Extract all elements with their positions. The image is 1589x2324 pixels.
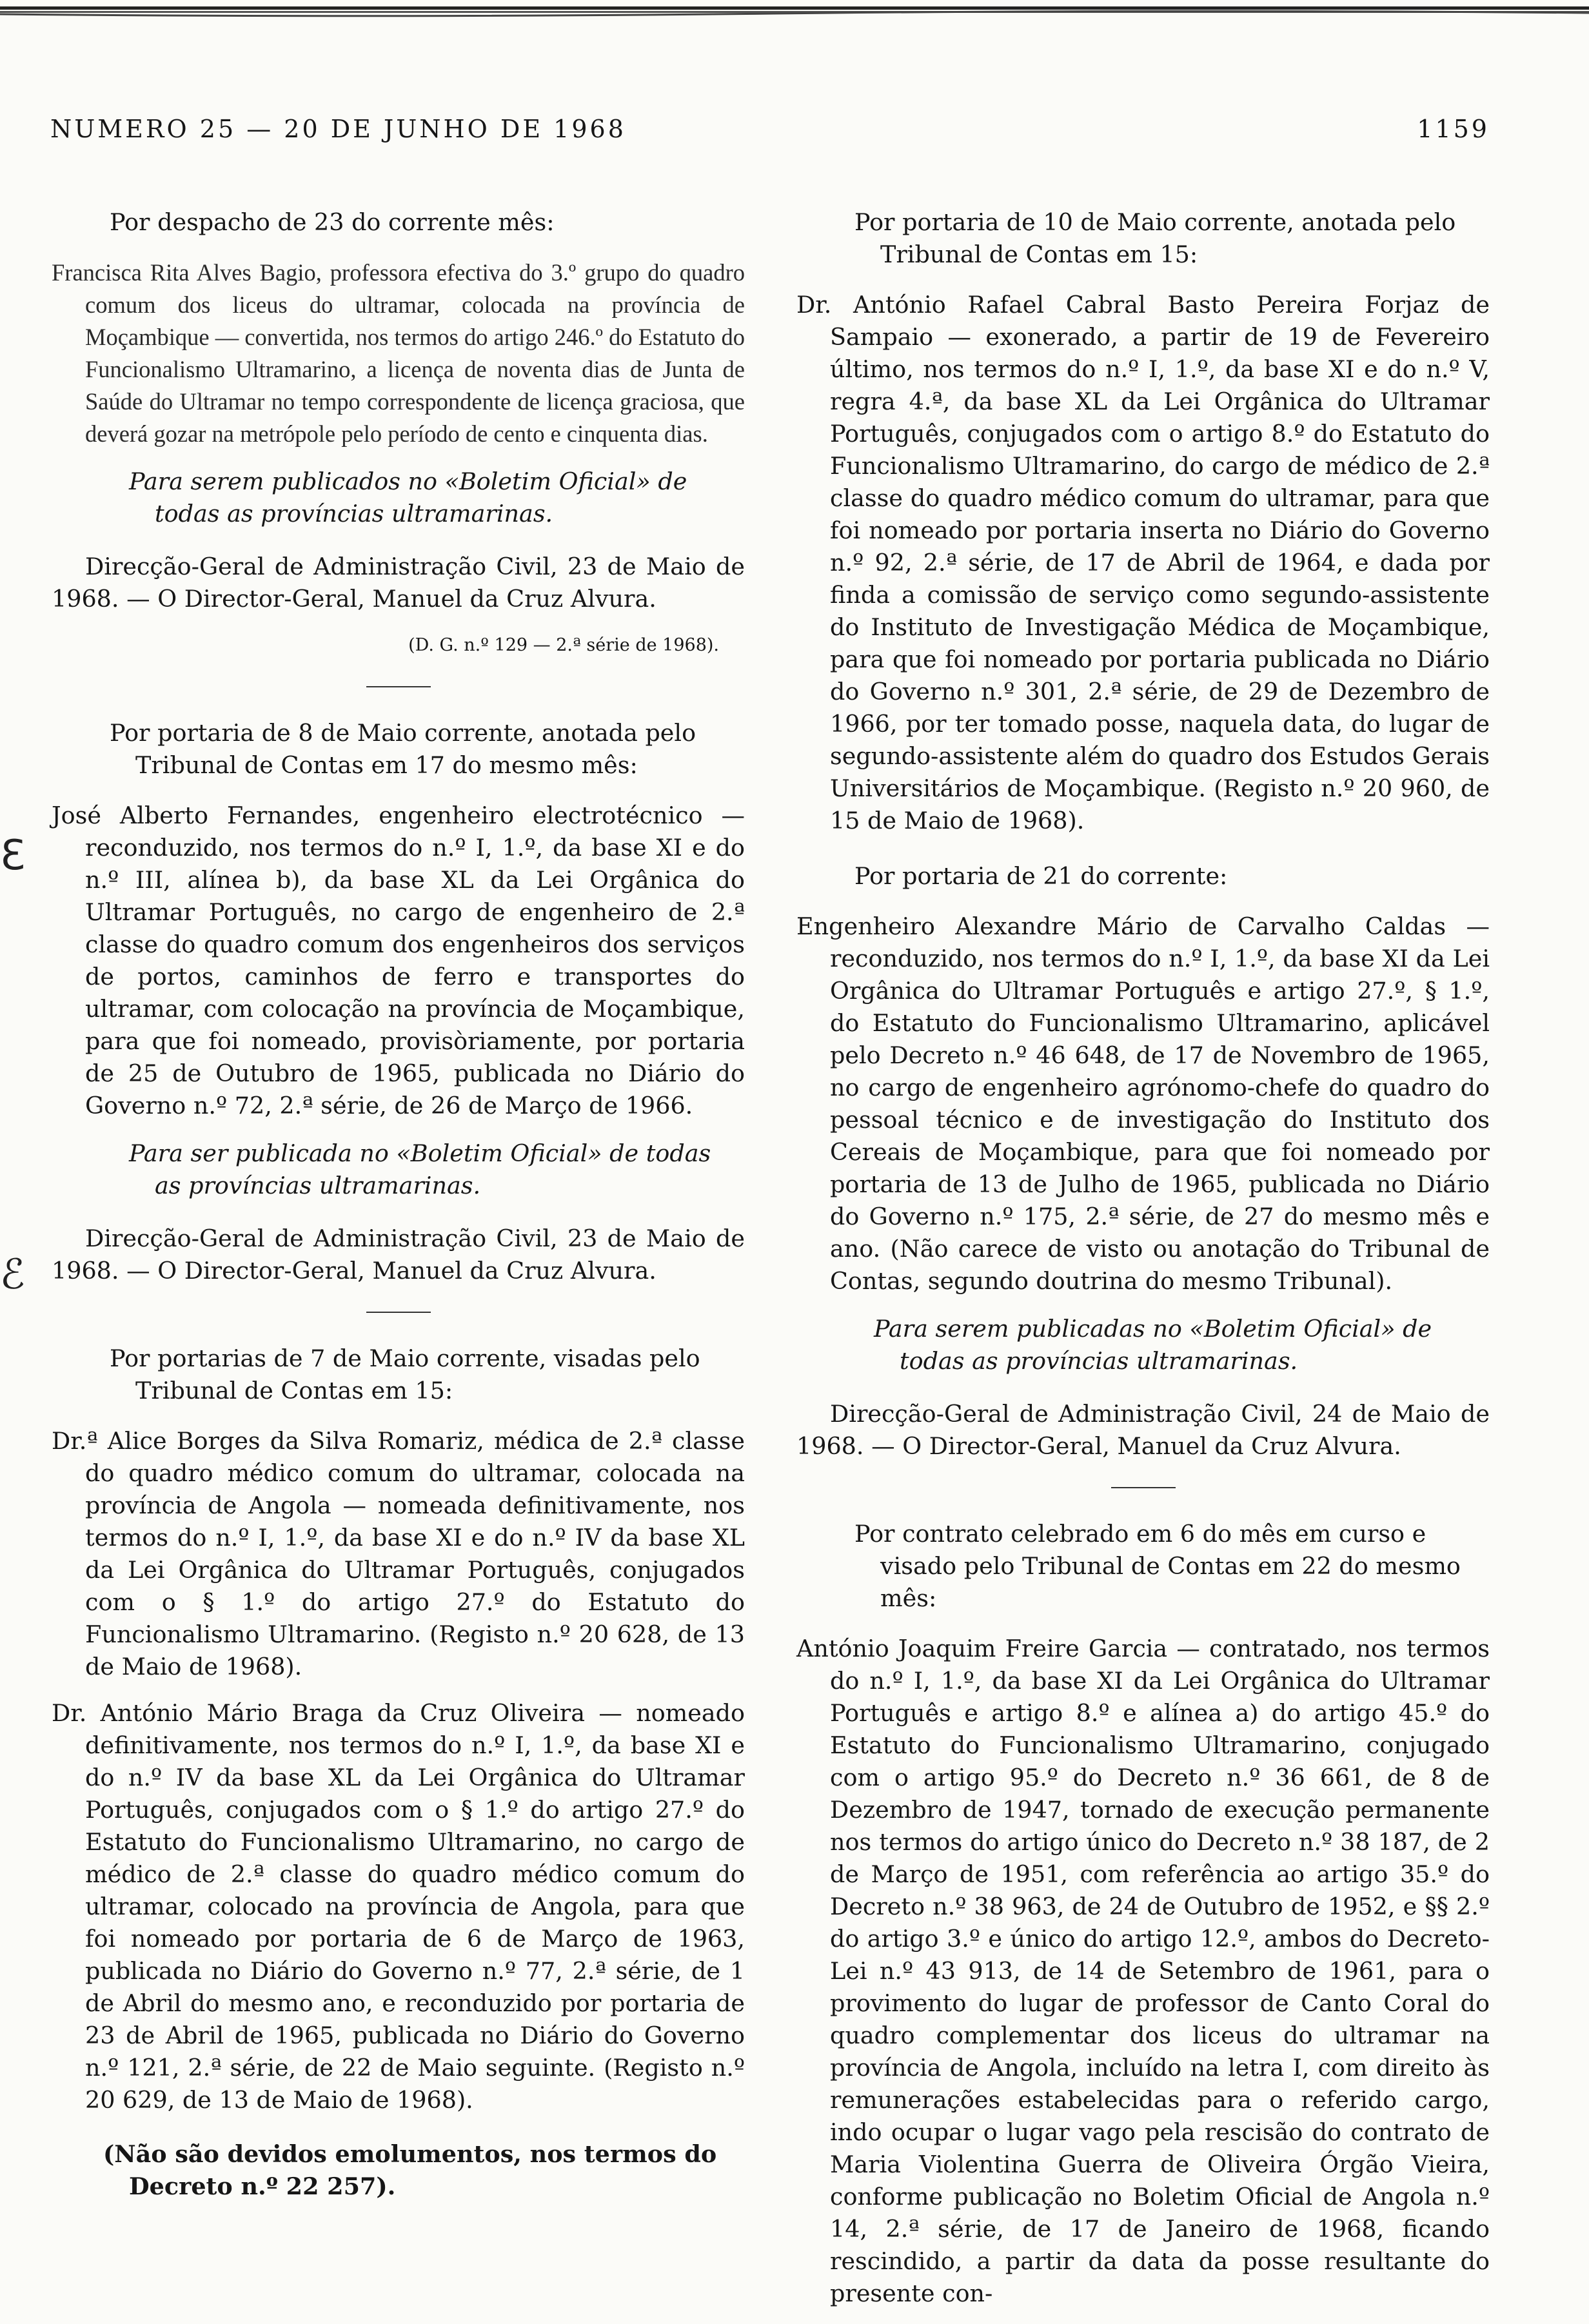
appointment-entry: Dr. António Rafael Cabral Basto Pereira Forjaz de Sampaio — exonerado, a partir de 19 de Fevereiro último, nos termos do n.º I, 1.º, da base XI e do n.º V, regra 4.ª, da base XL da Lei Orgânica do Ultramar Português, conjugados com o artigo 8.º do Estatuto do Funcionalismo Ultramarino, do cargo de médico de 2.ª classe do quadro médico comum do ultramar, para que foi nomeado por portaria inserta no Diário do Governo n.º 92, 2.ª série, de 17 de Abril de 1964, e dada por finda a comissão de serviço como segundo-assistente do Instituto de Investigação Médica de Moçambique, para que foi nomeado por portaria publicada no Diário do Governo n.º 301, 2.ª série, de 29 de Dezembro de 1966, por ter tomado posse, naquela data, do lugar de segundo-assistente além do quadro dos Estudos Gerais Universitários de Moçambique. (Registo n.º 20 960, de 15 de Maio de 1968). <box>796 291 1490 834</box>
portaria-intro: Por portaria de 10 de Maio corrente, anotada pelo Tribunal de Contas em 15: <box>854 208 1456 268</box>
appointment-entry: Francisca Rita Alves Bagio, professora efectiva do 3.º grupo do quadro comum dos liceus do ultramar, colocada na província de Moçambique — convertida, nos termos do artigo 246.º do Estatuto do Funcionalismo Ultramarino, a licença de noventa dias de Junta de Saúde do Ultramar no tempo correspondente de licença graciosa, que deverá gozar na metrópole pelo período de cento e cinquenta dias. <box>52 259 745 447</box>
signature-line: Direcção-Geral de Administração Civil, 23 de Maio de 1968. — O Director-Geral, Manuel da Cruz Alvura. <box>52 553 745 613</box>
section-divider <box>366 1312 431 1313</box>
right-column <box>796 206 1490 2324</box>
margin-mark: ℇ <box>0 832 26 880</box>
page-number: 1159 <box>1417 115 1490 143</box>
issue-date: NUMERO 25 — 20 DE JUNHO DE 1968 <box>50 115 626 143</box>
contract-entry: António Joaquim Freire Garcia — contratado, nos termos do n.º I, 1.º, da base XI da Lei Orgânica do Ultramar Português e artigo 8.º e alínea a) do artigo 45.º do Estatuto do Funcionalismo Ultramarino, conjugado com o artigo 95.º do Decreto n.º 36 661, de 8 de Dezembro de 1947, tornado de execução permanente nos termos do artigo único do Decreto n.º 38 187, de 2 de Março de 1951, com referência ao artigo 35.º do Decreto n.º 38 963, de 24 de Outubro de 1952, e §§ 2.º do artigo 3.º e único do artigo 12.º, ambos do Decreto-Lei n.º 43 913, de 14 de Setembro de 1961, para o provimento do lugar de professor de Canto Coral do quadro complementar dos liceus do ultramar na província de Angola, incluído na letra I, com direito às remunerações estabelecidas para o referido cargo, indo ocupar o lugar vago pela rescisão do contrato de Maria Violentina Guerra de Oliveira Órgão Vieira, conforme publicação no Boletim Oficial de Angola n.º 14, 2.ª série, de 17 de Janeiro de 1968, ficando rescindido, a partir da data da posse resultante do presente con- <box>796 1635 1490 2307</box>
publication-note: Para serem publicadas no «Boletim Oficial» de todas as províncias ultramarinas. <box>874 1315 1432 1375</box>
publication-note: Para ser publicada no «Boletim Oficial» de todas as províncias ultramarinas. <box>129 1139 711 1199</box>
appointment-entry: José Alberto Fernandes, engenheiro electrotécnico — reconduzido, nos termos do n.º I, 1.º, da base XI e do n.º III, alínea b), da base XL da Lei Orgânica do Ultramar Português, no cargo de engenheiro de 2.ª classe do quadro comum dos engenheiros dos serviços de portos, caminhos de ferro e transportes do ultramar, com colocação na província de Moçambique, para que foi nomeado, provisòriamente, por portaria de 25 de Outubro de 1965, publicada no Diário do Governo n.º 72, 2.ª série, de 26 de Março de 1966. <box>52 802 745 1119</box>
page-header <box>50 113 1490 144</box>
portaria-intro: Por portarias de 7 de Maio corrente, visadas pelo Tribunal de Contas em 15: <box>110 1344 700 1404</box>
emoluments-note: (Não são devidos emolumentos, nos termos do Decreto n.º 22 257). <box>103 2140 717 2200</box>
signature-line: Direcção-Geral de Administração Civil, 23 de Maio de 1968. — O Director-Geral, Manuel da Cruz Alvura. <box>52 1225 745 1285</box>
margin-mark: ℰ <box>0 1251 25 1299</box>
portaria-intro: Por portaria de 21 do corrente: <box>854 862 1228 890</box>
dg-reference: (D. G. n.º 129 — 2.ª série de 1968). <box>408 635 719 655</box>
contract-intro: Por contrato celebrado em 6 do mês em curso e visado pelo Tribunal de Contas em 22 do mesmo mês: <box>854 1520 1461 1612</box>
dispatch-intro: Por despacho de 23 do corrente mês: <box>110 208 555 236</box>
appointment-entry: Dr.ª Alice Borges da Silva Romariz, médica de 2.ª classe do quadro médico comum do ultramar, colocada na província de Angola — nomeada definitivamente, nos termos do n.º I, 1.º, da base XI e do n.º IV da base XL da Lei Orgânica do Ultramar Português, conjugados com o § 1.º do artigo 27.º do Estatuto do Funcionalismo Ultramarino. (Registo n.º 20 628, de 13 de Maio de 1968). <box>52 1427 745 1680</box>
section-divider <box>1111 1487 1176 1488</box>
publication-note: Para serem publicados no «Boletim Oficial» de todas as províncias ultramarinas. <box>129 468 687 527</box>
left-column <box>52 206 745 2227</box>
top-border-rule <box>0 4 1589 22</box>
appointment-entry: Dr. António Mário Braga da Cruz Oliveira — nomeado definitivamente, nos termos do n.º I, 1.º, da base XI e do n.º IV da base XL da Lei Orgânica do Ultramar Português, conjugados com o § 1.º do artigo 27.º do Estatuto do Funcionalismo Ultramarino, no cargo de médico de 2.ª classe do quadro médico comum do ultramar, colocado na província de Angola, para que foi nomeado por portaria de 6 de Março de 1963, publicada no Diário do Governo n.º 77, 2.ª série, de 1 de Abril do mesmo ano, e reconduzido por portaria de 23 de Abril de 1965, publicada no Diário do Governo n.º 121, 2.ª série, de 22 de Maio seguinte. (Registo n.º 20 629, de 13 de Maio de 1968). <box>52 1699 745 2114</box>
portaria-intro: Por portaria de 8 de Maio corrente, anotada pelo Tribunal de Contas em 17 do mesmo mês: <box>110 719 696 779</box>
signature-line: Direcção-Geral de Administração Civil, 24 de Maio de 1968. — O Director-Geral, Manuel da Cruz Alvura. <box>796 1400 1490 1460</box>
appointment-entry: Engenheiro Alexandre Mário de Carvalho Caldas — reconduzido, nos termos do n.º I, 1.º, da base XI da Lei Orgânica do Ultramar Português e artigo 27.º, § 1.º, do Estatuto do Funcionalismo Ultramarino, aplicável pelo Decreto n.º 46 648, de 17 de Novembro de 1965, no cargo de engenheiro agrónomo-chefe do quadro do pessoal técnico e de investigação do Instituto dos Cereais de Moçambique, para que foi nomeado por portaria de 13 de Julho de 1965, publicada no Diário do Governo n.º 175, 2.ª série, de 27 do mesmo mês e ano. (Não carece de visto ou anotação do Tribunal de Contas, segundo doutrina do mesmo Tribunal). <box>796 912 1490 1295</box>
section-divider <box>366 686 431 687</box>
